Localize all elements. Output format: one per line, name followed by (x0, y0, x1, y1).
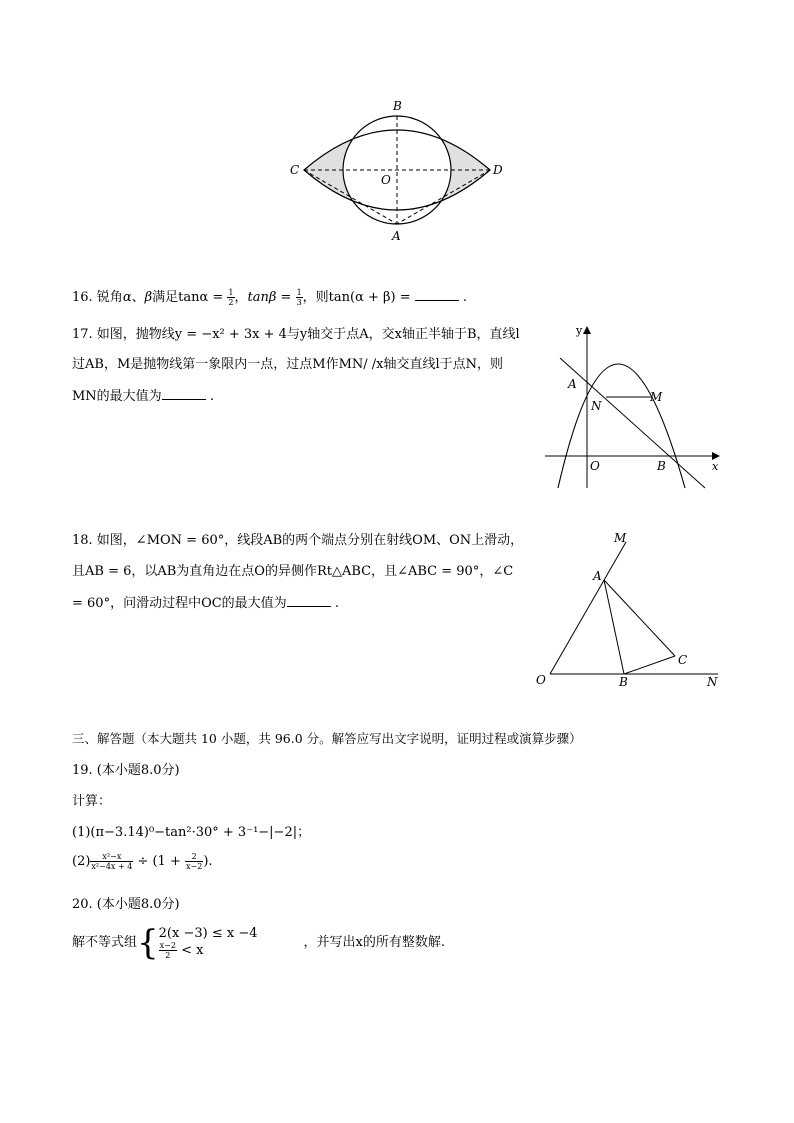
q18-line3-text: = 60°，问滑动过程中OC的最大值为 (72, 596, 287, 611)
q18-answer-blank (287, 594, 331, 607)
question-18-line-1: 18. 如图，∠MON = 60°，线段AB的两个端点分别在射线OM、ON上滑动， (72, 533, 524, 548)
q16-fraction-1: $\frac{1}{2}$ (228, 288, 234, 307)
label-o: O (536, 673, 546, 687)
figure-parabola-diagram (540, 322, 730, 492)
question-19-header: 19. (本小题8.0分) (72, 763, 180, 778)
label-d: D (493, 163, 503, 177)
q18-end: . (334, 596, 339, 611)
label-x: x (712, 460, 719, 473)
question-17-line-3 (72, 387, 214, 406)
q16-tanb: tanβ = (247, 290, 292, 305)
label-m: M (614, 531, 627, 545)
label-b: B (657, 459, 666, 473)
label-b: B (619, 675, 628, 689)
q16-alpha: α (122, 290, 132, 305)
q17-end: . (209, 389, 214, 404)
question-18-line-3 (72, 594, 339, 613)
q20-inequality-1: 2(x −3) ≤ x −4 (158, 926, 258, 941)
q16-answer-blank (415, 288, 459, 301)
question-18-line-2: 且AB = 6，以AB为直角边在点O的异侧作Rt△ABC，且∠ABC = 90°，∠C (72, 564, 514, 579)
question-16 (72, 288, 467, 307)
section-3-title: 三、解答题（本大题共 10 小题，共 96.0 分。解答应写出文字说明，证明过程或演算步骤） (72, 731, 582, 746)
label-c: C (678, 653, 688, 667)
question-17-line-1: 17. 如图，抛物线y = −x² + 3x + 4与y轴交于点A，交x轴正半轴于B，直线l (72, 327, 520, 342)
q16-comma: ， (234, 290, 248, 305)
label-o: O (381, 173, 391, 187)
x-axis-arrow (712, 452, 720, 460)
q16-sep: 、 (131, 290, 145, 305)
label-c: C (290, 163, 300, 177)
q16-tail: ，则tan(α + β) = (302, 290, 411, 305)
q19-p2-mid: ÷ (1 + (133, 854, 185, 869)
line-l (560, 358, 705, 488)
q16-fraction-2: $\frac{1}{3}$ (296, 288, 302, 307)
q20-inequality-system (159, 926, 258, 960)
segment-ac (604, 580, 675, 656)
segment-bc (624, 656, 675, 674)
q16-end: . (462, 290, 468, 305)
q20-brace: { (137, 923, 159, 963)
q19-fraction-2: $\frac{2}{x-2}$ (186, 852, 203, 871)
q16-mid: 满足tanα = (152, 290, 224, 305)
q16-beta: β (144, 290, 153, 305)
y-axis-arrow (583, 326, 591, 334)
q19-fraction-1: $\frac{\text{x²−x}}{\text{x²−4x + 4}}$ (91, 852, 133, 871)
label-a: A (568, 377, 577, 391)
q20-pre: 解不等式组 (72, 935, 138, 950)
figure-triangle-diagram (530, 528, 730, 693)
label-a: A (392, 229, 401, 243)
label-n: N (591, 399, 602, 413)
question-19-part-2 (72, 852, 213, 871)
segment-ab (604, 580, 624, 674)
question-20-body (72, 923, 445, 963)
label-y: y (576, 324, 583, 337)
question-20-header: 20. (本小题8.0分) (72, 897, 180, 912)
question-19-part-1: (1)(π−3.14)⁰−tan²·30° + 3⁻¹−|−2|； (72, 825, 311, 840)
q17-line3-text: MN的最大值为 (72, 389, 162, 404)
q16-pre: 16. 锐角 (72, 290, 123, 305)
parabola-curve (558, 364, 685, 488)
q19-p2-pre: (2) (72, 854, 91, 869)
q17-answer-blank (162, 387, 206, 400)
label-m: M (650, 390, 663, 404)
label-b: B (393, 99, 402, 113)
question-19-intro: 计算： (72, 794, 112, 809)
q19-p2-end: ). (203, 854, 213, 869)
question-17-line-2: 过AB，M是抛物线第一象限内一点，过点M作MN/ /x轴交直线l于点N，则 (72, 357, 504, 372)
q20-inequality-2: $\frac{x-2}{2}$ < x (159, 941, 204, 960)
figure-eye-diagram (280, 92, 510, 252)
label-o: O (590, 459, 600, 473)
q20-post: ，并写出x的所有整数解. (303, 935, 445, 950)
label-a: A (593, 569, 602, 583)
ray-om (550, 542, 626, 674)
label-n: N (707, 675, 718, 689)
